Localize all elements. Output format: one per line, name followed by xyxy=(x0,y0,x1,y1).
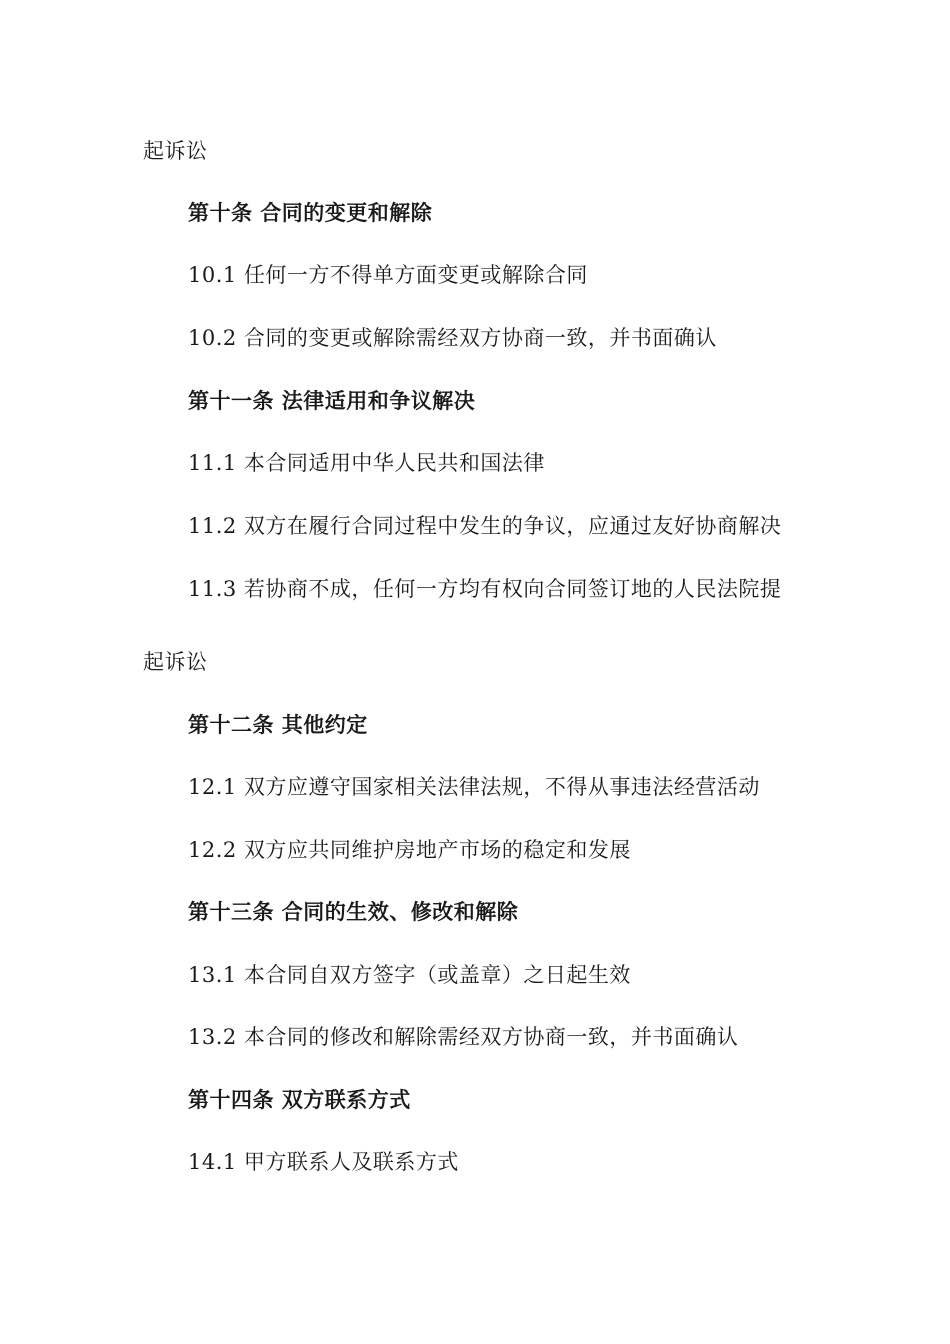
clause-10-1: 10.1 任何一方不得单方面变更或解除合同 xyxy=(188,263,588,287)
article-14-heading: 第十四条 双方联系方式 xyxy=(188,1088,411,1112)
clause-11-2: 11.2 双方在履行合同过程中发生的争议，应通过友好协商解决 xyxy=(188,514,782,538)
clause-12-1: 12.1 双方应遵守国家相关法律法规，不得从事违法经营活动 xyxy=(188,775,760,799)
clause-14-1: 14.1 甲方联系人及联系方式 xyxy=(188,1150,459,1174)
continuation-text: 起诉讼 xyxy=(143,139,208,163)
clause-13-2: 13.2 本合同的修改和解除需经双方协商一致，并书面确认 xyxy=(188,1025,739,1049)
clause-12-2: 12.2 双方应共同维护房地产市场的稳定和发展 xyxy=(188,838,631,862)
article-11-heading: 第十一条 法律适用和争议解决 xyxy=(188,389,476,413)
clause-11-3: 11.3 若协商不成，任何一方均有权向合同签订地的人民法院提 xyxy=(188,577,782,601)
continuation-text: 起诉讼 xyxy=(143,650,208,674)
clause-10-2: 10.2 合同的变更或解除需经双方协商一致，并书面确认 xyxy=(188,326,717,350)
article-13-heading: 第十三条 合同的生效、修改和解除 xyxy=(188,900,519,924)
article-12-heading: 第十二条 其他约定 xyxy=(188,713,368,737)
clause-13-1: 13.1 本合同自双方签字（或盖章）之日起生效 xyxy=(188,963,631,987)
clause-11-1: 11.1 本合同适用中华人民共和国法律 xyxy=(188,451,545,475)
article-10-heading: 第十条 合同的变更和解除 xyxy=(188,201,433,225)
